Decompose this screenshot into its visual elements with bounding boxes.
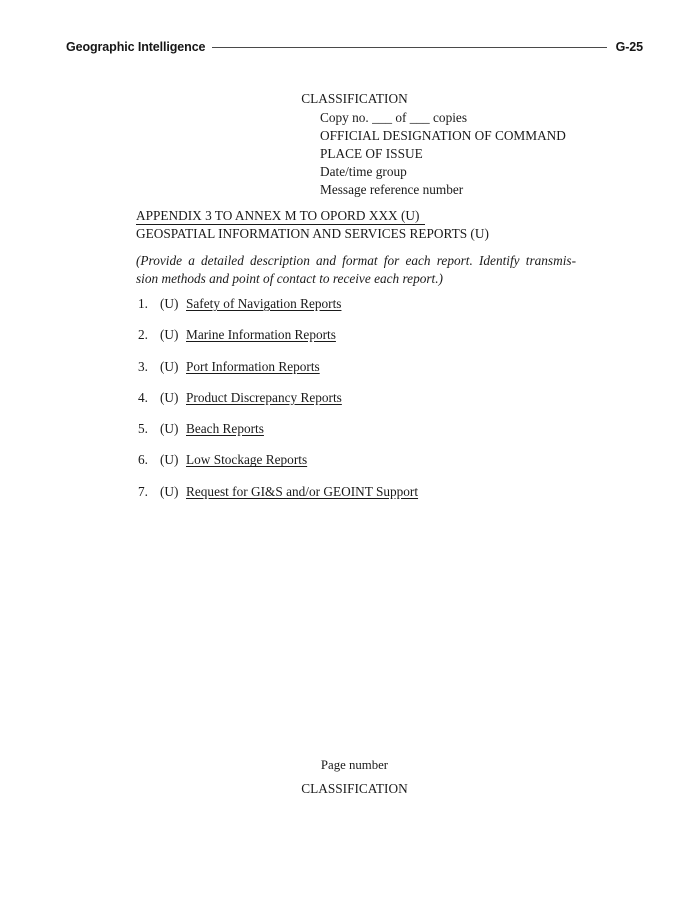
report-list-item <box>138 484 418 500</box>
instruction-paragraph <box>136 252 576 289</box>
report-list-item <box>138 296 418 312</box>
appendix-title-line2: GEOSPATIAL INFORMATION AND SERVICES REPORTS (U) <box>136 226 489 242</box>
appendix-title-line1: APPENDIX 3 TO ANNEX M TO OPORD XXX (U) <box>136 208 425 225</box>
header-rule <box>212 47 606 48</box>
report-title: Low Stockage Reports <box>186 452 308 468</box>
report-list-item <box>138 359 418 375</box>
message-reference-line: Message reference number <box>320 181 464 197</box>
copy-number-line: Copy no. ___ of ___ copies <box>320 110 467 125</box>
header-section-title: Geographic Intelligence <box>66 40 206 54</box>
item-number: 6. <box>138 452 148 468</box>
item-number: 3. <box>138 358 148 374</box>
classification-banner-bottom: CLASSIFICATION <box>301 781 408 796</box>
classification-marking: (U) <box>160 358 179 374</box>
classification-marking: (U) <box>160 389 179 405</box>
place-of-issue-line: PLACE OF ISSUE <box>320 145 423 161</box>
report-list-item <box>138 390 418 406</box>
instruction-line1: (Provide a detailed description and format for each report. Identify transmis- <box>136 253 576 268</box>
classification-marking: (U) <box>160 483 179 499</box>
report-list-item <box>138 452 418 468</box>
report-list-item <box>138 421 418 437</box>
heading-address-block <box>320 109 566 199</box>
instruction-line2: sion methods and point of contact to receive each report.) <box>136 271 443 287</box>
item-number: 5. <box>138 421 148 437</box>
official-designation-line: OFFICIAL DESIGNATION OF COMMAND <box>320 127 566 143</box>
item-number: 2. <box>138 327 148 343</box>
appendix-title <box>136 207 489 244</box>
item-number: 7. <box>138 483 148 499</box>
page-number-placeholder: Page number <box>320 758 389 772</box>
header-page-ref: G-25 <box>615 40 643 54</box>
appendix-title-line1-row <box>136 207 489 225</box>
report-title: Product Discrepancy Reports <box>186 389 342 405</box>
classification-marking: (U) <box>160 421 179 437</box>
date-time-group-line: Date/time group <box>320 163 407 179</box>
item-number: 1. <box>138 296 148 311</box>
classification-marking: (U) <box>160 452 179 468</box>
report-title: Port Information Reports <box>186 358 320 374</box>
classification-marking: (U) <box>160 296 179 311</box>
item-number: 4. <box>138 389 148 405</box>
report-title: Marine Information Reports <box>186 327 336 343</box>
report-title: Beach Reports <box>186 421 264 437</box>
report-list <box>138 296 418 515</box>
running-header <box>66 40 643 54</box>
report-list-item <box>138 327 418 343</box>
report-title: Request for GI&S and/or GEOINT Support <box>186 483 419 499</box>
classification-marking: (U) <box>160 327 179 343</box>
classification-banner-top: CLASSIFICATION <box>301 91 408 106</box>
report-title: Safety of Navigation Reports <box>186 296 342 311</box>
